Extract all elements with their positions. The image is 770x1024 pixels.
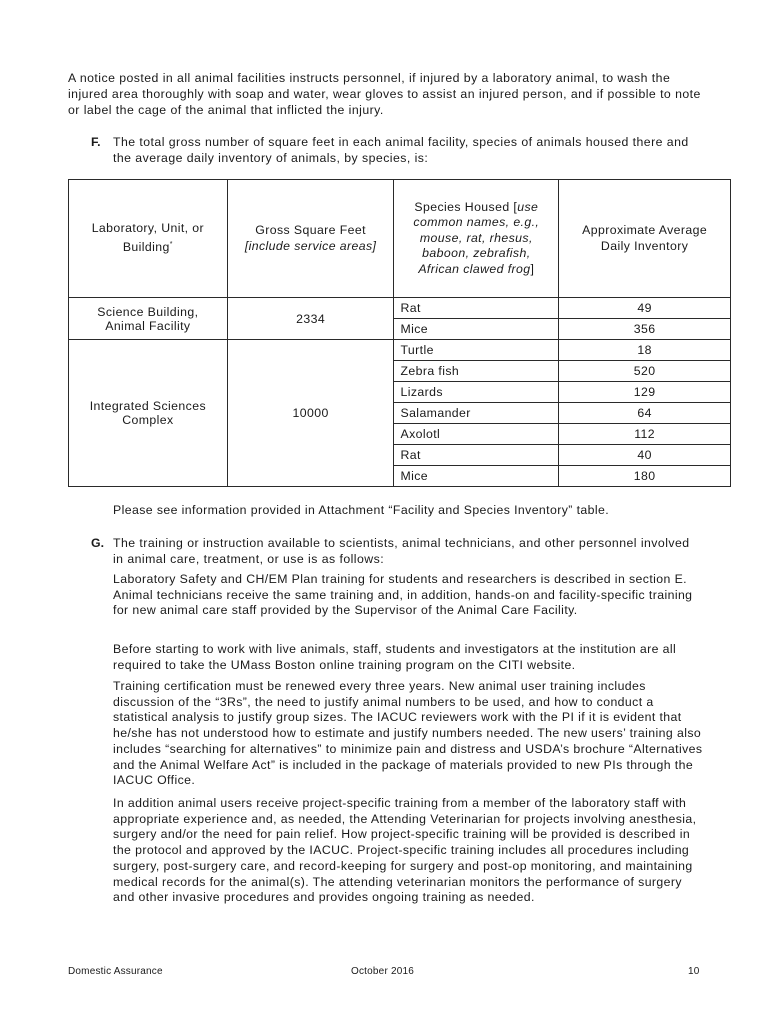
header-laboratory-text: Laboratory, Unit, or Building [91,221,205,255]
species-count: 40 [559,445,731,466]
page-number: 10 [688,966,700,977]
species-count: 112 [559,424,731,445]
section-f-text: The total gross number of square feet in each animal facility, species of animals housed there and the average daily inventory of animals, by species, is: [113,135,689,165]
header-species [394,180,559,298]
facility-square-feet: 2334 [227,298,394,340]
species-count: 18 [559,340,731,361]
species-name: Lizards [394,382,559,403]
species-name: Rat [394,298,559,319]
species-count: 520 [559,361,731,382]
training-paragraph: In addition animal users receive project-specific training from a member of the laboratory staff with appropriate experience and, as needed, the Attending Veterinarian for projects involving anesthesia, surgery and/or the need for pain relief. How project-specific training will be provided is described in the protocol and approved by the IACUC. Project-specific training includes all procedures including surgery, post-surgery care, and record-keeping for surgery and post-op monitoring, and maintaining medical records for the animal(s). The attending veterinarian monitors the performance of surgery and other invasive procedures and provides ongoing training as needed. [113,796,697,905]
header-species-close: ] [530,261,535,276]
training-paragraph: Laboratory Safety and CH/EM Plan training for students and researchers is described in section E. Animal technicians receive the same training and, in addition, hands-on and facility-specific training for new animal care staff provided by the Supervisor of the Animal Care Facility. [113,572,693,618]
footer-left: Domestic Assurance [68,966,163,977]
training-paragraph: Before starting to work with live animals, staff, students and investigators at the institution are all required to take the UMass Boston online training program on the CITI website. [113,642,677,672]
header-square-feet-main: Gross Square Feet [255,223,366,237]
section-g-letter: G. [91,536,104,550]
species-count: 129 [559,382,731,403]
species-name: Turtle [394,340,559,361]
species-name: Mice [394,466,559,487]
facility-name: Integrated Sciences Complex [69,340,228,487]
table-header-row [69,180,731,298]
section-f-letter: F. [91,135,101,149]
species-name: Rat [394,445,559,466]
header-laboratory-mark: * [169,240,173,248]
facility-inventory-table [68,179,731,487]
facility-name: Science Building, Animal Facility [69,298,228,340]
species-name: Axolotl [394,424,559,445]
training-paragraph: Training certification must be renewed every three years. New animal user training includes discussion of the “3Rs”, the need to justify animal numbers to be used, and how to conduct a statistical analysis to justify group sizes. The IACUC reviewers work with the PI if it is evident that he/she has not understood how to estimate and justify numbers needed. The new users’ training also includes “searching for alternatives” to minimize pain and distress and USDA’s brochure “Alternatives and the Animal Welfare Act” is included in the package of materials provided to new PIs through the IACUC Office. [113,679,703,788]
header-square-feet [227,180,394,298]
header-inventory-text: Approximate Average Daily Inventory [582,223,708,253]
species-count: 180 [559,466,731,487]
species-count: 49 [559,298,731,319]
species-name: Zebra fish [394,361,559,382]
intro-paragraph: A notice posted in all animal facilities instructs personnel, if injured by a laboratory animal, to wash the injured area thoroughly with soap and water, wear gloves to assist an injured person, and if possible to note or label the cage of the animal that inflicted the injury. [68,71,701,117]
header-inventory [559,180,731,298]
attachment-note: Please see information provided in Attachment “Facility and Species Inventory” table. [113,503,610,517]
section-g-text: The training or instruction available to scientists, animal technicians, and other personnel involved in animal care, treatment, or use is as follows: [113,536,690,566]
header-species-italic: use common names, e.g., mouse, rat, rhesus, baboon, zebrafish, African clawed frog [413,199,540,276]
species-name: Salamander [394,403,559,424]
header-laboratory [69,180,228,298]
species-count: 64 [559,403,731,424]
species-count: 356 [559,319,731,340]
table-row [69,298,731,319]
footer-date: October 2016 [351,966,414,977]
table-row [69,340,731,361]
species-name: Mice [394,319,559,340]
facility-square-feet: 10000 [227,340,394,487]
header-species-main: Species Housed [ [414,199,518,214]
header-square-feet-note: [include service areas] [244,238,377,253]
